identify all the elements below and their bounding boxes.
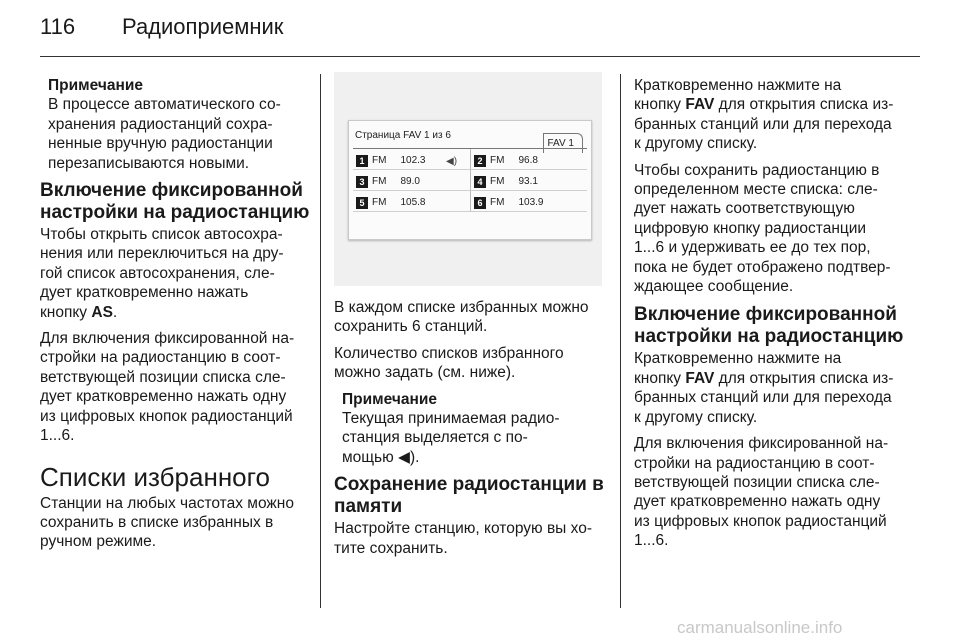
column-divider xyxy=(320,74,321,608)
header-rule xyxy=(40,56,920,57)
note-title: Примечание xyxy=(48,77,143,94)
section-heading: Включение фиксированной настройки на радиостанцию xyxy=(40,180,310,224)
paragraph: Чтобы открыть список автосохра- нения или переключиться на дру- гой список автосохранения, сле- дует кратковременно нажать кнопку AS. xyxy=(40,226,284,321)
preset-cell: 3 FM 89.0 xyxy=(356,172,420,192)
speaker-icon: ◀) xyxy=(446,156,458,167)
preset-row xyxy=(353,170,587,191)
watermark: carmanualsonline.info xyxy=(677,618,843,637)
favourites-display xyxy=(348,120,592,240)
note-text: В процессе автоматического со- хранения радиостанций сохра- ненные вручную радиостанции перезаписываются новыми. xyxy=(48,96,281,172)
fav-button-label: FAV xyxy=(685,369,715,387)
paragraph: Для включения фиксированной на- стройки на радиостанцию в соот- ветствующей позиции списка сле- дует кратковременно нажать одну из цифровых кнопок радиостанций 1...6. xyxy=(40,330,295,445)
paragraph: Количество списков избранного можно задать (см. ниже). xyxy=(334,344,564,382)
note-text: Текущая принимаемая радио- станция выделяется с по- мощью ◀). xyxy=(342,410,560,466)
preset-grid xyxy=(353,148,587,212)
note-box xyxy=(342,390,606,468)
cell-divider xyxy=(470,170,471,190)
cell-divider xyxy=(470,191,471,211)
speaker-icon: ◀) xyxy=(398,448,416,466)
paragraph: В каждом списке избранных можно сохранить 6 станций. xyxy=(334,299,589,336)
preset-row xyxy=(353,191,587,212)
preset-cell: 5 FM 105.8 xyxy=(356,193,425,213)
preset-cell: 1 FM 102.3 xyxy=(356,151,425,171)
preset-cell: 6 FM 103.9 xyxy=(474,193,543,213)
note-box xyxy=(48,76,312,173)
column-2 xyxy=(334,76,606,558)
chapter-heading: Списки избранного xyxy=(40,461,271,492)
preset-row xyxy=(353,149,587,170)
fav-button-label: FAV xyxy=(685,96,715,114)
paragraph: Кратковременно нажмите на кнопку FAV для открытия списка из- бранных станций или для перехода к другому списку. xyxy=(634,77,894,153)
cell-divider xyxy=(470,149,471,169)
section-heading: Включение фиксированной настройки на радиостанцию xyxy=(634,304,904,348)
preset-cell: 4 FM 93.1 xyxy=(474,172,538,192)
display-title: Страница FAV 1 из 6 xyxy=(355,130,451,141)
fav-tab: FAV 1 xyxy=(543,133,584,153)
paragraph: Настройте станцию, которую вы хо- тите сохранить. xyxy=(334,520,592,557)
radio-display-illustration xyxy=(334,72,602,286)
paragraph: Для включения фиксированной на- стройки на радиостанцию в соот- ветствующей позиции списка сле- дует кратковременно нажать одну из цифровых кнопок радиостанций 1...6. xyxy=(634,435,889,550)
as-button-label: AS xyxy=(91,303,113,321)
page-title: Радиоприемник xyxy=(122,14,284,39)
note-title: Примечание xyxy=(342,390,437,408)
page-number: 116 xyxy=(40,14,76,39)
paragraph: Кратковременно нажмите на кнопку FAV для открытия списка из- бранных станций или для перехода к другому списку. xyxy=(634,350,894,426)
section-heading: Сохранение радиостанции в памяти xyxy=(334,474,604,518)
column-3 xyxy=(634,76,920,551)
column-divider xyxy=(620,74,621,608)
preset-cell: 2 FM 96.8 xyxy=(474,151,538,171)
column-1 xyxy=(40,76,312,552)
paragraph: Станции на любых частотах можно сохранить в списке избранных в ручном режиме. xyxy=(40,494,294,551)
paragraph: Чтобы сохранить радиостанцию в определенном месте списка: сле- дует нажать соответствующую цифровую кнопку радиостанции 1...6 и удерживать ее до тех пор, пока не будет отображено подтвер- ждающее сообщение. xyxy=(634,161,891,296)
